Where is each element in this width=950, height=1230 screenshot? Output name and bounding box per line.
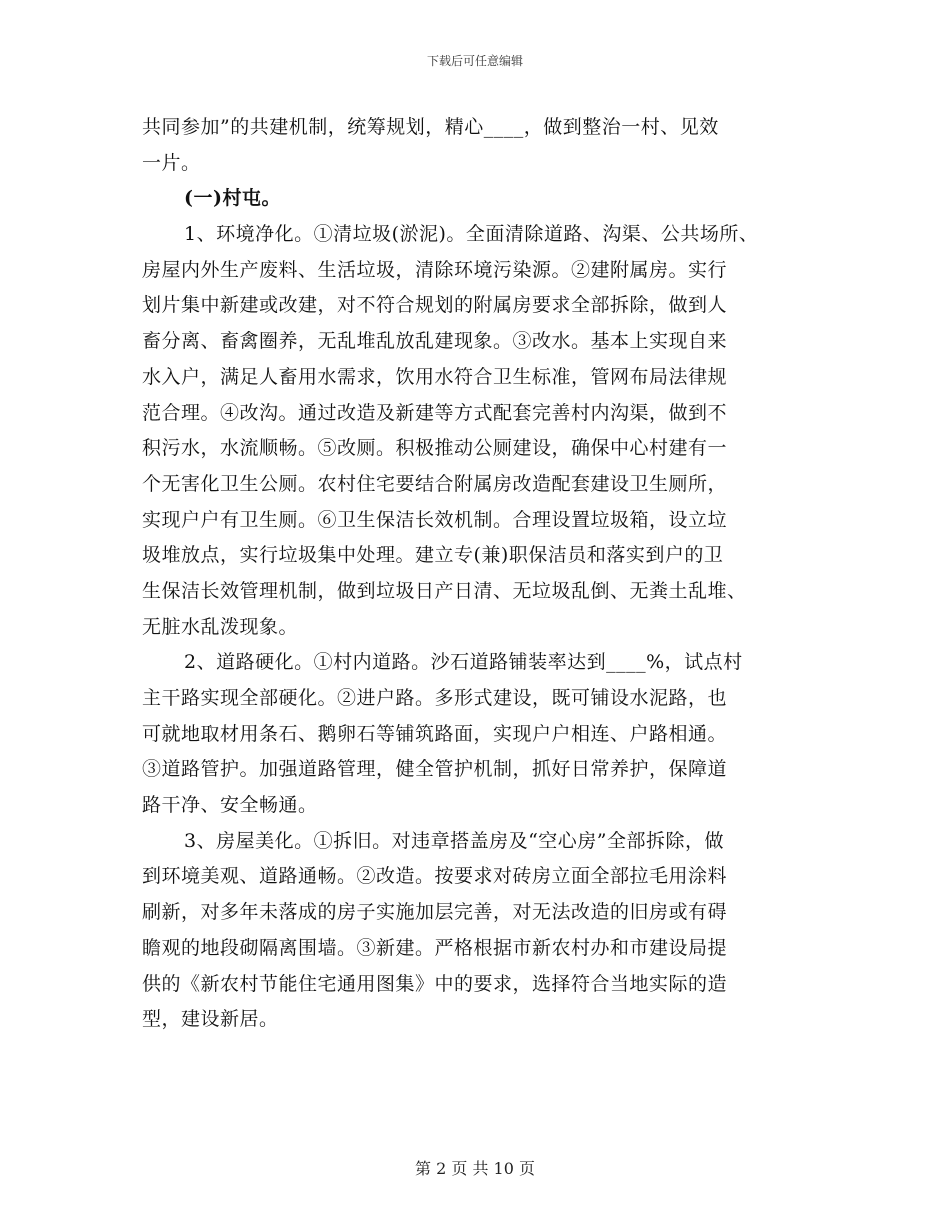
page-header: 下载后可任意编辑 [426,54,523,68]
document-body [142,110,812,1038]
text-line: 生保洁长效管理机制，做到垃圾日产日清、无垃圾乱倒、无粪土乱堆、 [142,579,747,602]
text-line: 路干净、安全畅通。 [142,794,318,817]
text-line: 1、环境净化。①清垃圾(淤泥)。全面清除道路、沟渠、公共场所、 [184,223,759,246]
text-line: 瞻观的地段砌隔离围墙。③新建。严格根据市新农村办和市建设局提 [142,936,728,959]
text-line: 供的《新农村节能住宅通用图集》中的要求，选择符合当地实际的造 [142,972,728,995]
text-line: 畜分离、畜禽圈养，无乱堆乱放乱建现象。③改水。基本上实现自来 [142,330,728,353]
text-line: 可就地取材用条石、鹅卵石等铺筑路面，实现户户相连、户路相通。 [142,722,728,745]
page-footer: 第 2 页 共 10 页 [415,1159,535,1178]
text-line: 范合理。④改沟。通过改造及新建等方式配套完善村内沟渠，做到不 [142,401,728,424]
text-line: 一片。 [142,151,201,174]
text-line: 共同参加”的共建机制，统筹规划，精心____，做到整治一村、见效 [142,116,719,138]
text-line: 个无害化卫生公厕。农村住宅要结合附属房改造配套建设卫生厕所， [142,472,728,495]
text-line: 主干路实现全部硬化。②进户路。多形式建设，既可铺设水泥路，也 [142,687,728,709]
section-heading: (一)村屯。 [184,187,281,210]
text-line: 水入户，满足人畜用水需求，饮用水符合卫生标准，管网布局法律规 [142,365,728,388]
text-line: 实现户户有卫生厕。⑥卫生保洁长效机制。合理设置垃圾箱，设立垃 [142,508,728,531]
text-line: ③道路管护。加强道路管理，健全管护机制，抓好日常养护，保障道 [142,758,728,781]
text-line: 2、道路硬化。①村内道路。沙石道路铺装率达到____%，试点村 [184,651,743,674]
text-line: 3、房屋美化。①拆旧。对违章搭盖房及“空心房”全部拆除，做 [184,829,725,852]
text-line: 积污水，水流顺畅。⑤改厕。积极推动公厕建设，确保中心村建有一 [142,437,728,460]
text-line: 刷新，对多年未落成的房子实施加层完善，对无法改造的旧房或有碍 [142,901,728,924]
text-line: 圾堆放点，实行垃圾集中处理。建立专(兼)职保洁员和落实到户的卫 [142,544,724,567]
text-line: 型，建设新居。 [142,1008,279,1031]
text-line: 无脏水乱泼现象。 [142,615,299,638]
text-line: 房屋内外生产废料、生活垃圾，清除环境污染源。②建附属房。实行 [142,258,728,281]
text-line: 到环境美观、道路通畅。②改造。按要求对砖房立面全部拉毛用涂料 [142,865,728,888]
text-line: 划片集中新建或改建，对不符合规划的附属房要求全部拆除，做到人 [142,294,728,317]
